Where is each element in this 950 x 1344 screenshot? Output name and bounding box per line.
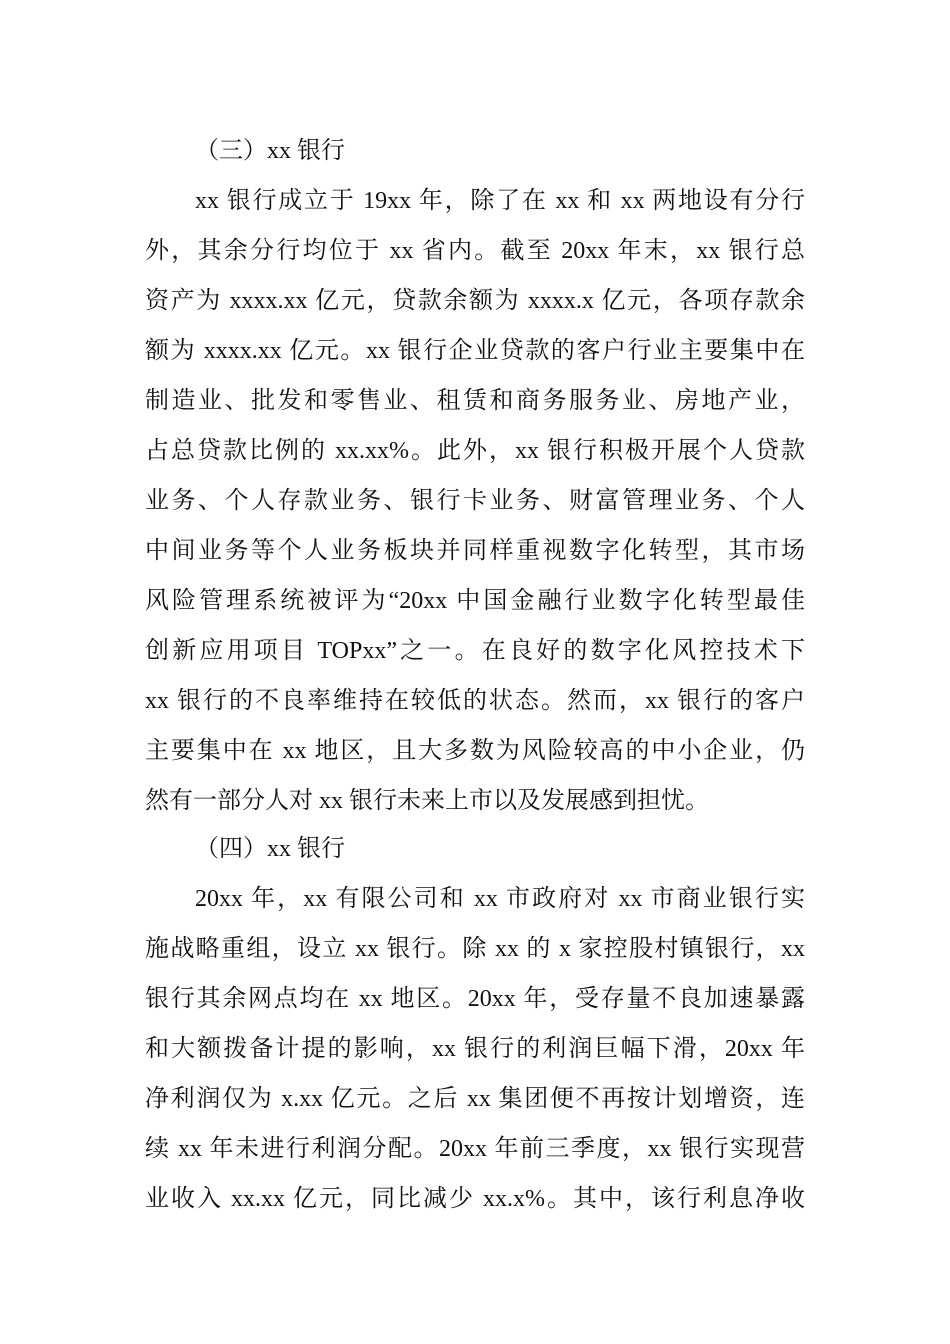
paragraph-line: 主要集中在 xx 地区，且大多数为风险较高的中小企业，仍 [145,738,805,764]
paragraph-line: 业务、个人存款业务、银行卡业务、财富管理业务、个人 [145,488,805,514]
paragraph-line: 外，其余分行均位于 xx 省内。截至 20xx 年末，xx 银行总 [145,238,805,264]
paragraph-line: 额为 xxxx.xx 亿元。xx 银行企业贷款的客户行业主要集中在 [145,338,805,364]
paragraph-line: 中间业务等个人业务板块并同样重视数字化转型，其市场 [145,538,805,564]
paragraph-line: 风险管理系统被评为“20xx 中国金融行业数字化转型最佳 [145,588,805,614]
paragraph-line: 占总贷款比例的 xx.xx%。此外，xx 银行积极开展个人贷款 [145,438,805,464]
paragraph-line: 20xx 年，xx 有限公司和 xx 市政府对 xx 市商业银行实 [195,886,805,912]
paragraph-line: xx 银行的不良率维持在较低的状态。然而，xx 银行的客户 [145,688,805,714]
paragraph-line: 银行其余网点均在 xx 地区。20xx 年，受存量不良加速暴露 [145,986,805,1012]
paragraph-line: 施战略重组，设立 xx 银行。除 xx 的 x 家控股村镇银行，xx [145,936,805,962]
paragraph-line: xx 银行成立于 19xx 年，除了在 xx 和 xx 两地设有分行 [195,188,805,214]
paragraph-line: 续 xx 年未进行利润分配。20xx 年前三季度，xx 银行实现营 [145,1136,805,1162]
paragraph-line: 然有一部分人对 xx 银行未来上市以及发展感到担忧。 [145,788,709,814]
paragraph-line: 和大额拨备计提的影响，xx 银行的利润巨幅下滑，20xx 年 [145,1036,805,1062]
section-heading-3: （三）xx 银行 [195,138,345,164]
section-heading-4: （四）xx 银行 [195,836,345,862]
paragraph-line: 净利润仅为 x.xx 亿元。之后 xx 集团便不再按计划增资，连 [145,1086,805,1112]
paragraph-line: 资产为 xxxx.xx 亿元，贷款余额为 xxxx.x 亿元，各项存款余 [145,288,805,314]
paragraph-line: 创新应用项目 TOPxx”之一。在良好的数字化风控技术下 [145,638,805,664]
paragraph-line: 业收入 xx.xx 亿元，同比减少 xx.x%。其中，该行利息净收 [145,1186,805,1212]
paragraph-line: 制造业、批发和零售业、租赁和商务服务业、房地产业， [145,388,805,414]
